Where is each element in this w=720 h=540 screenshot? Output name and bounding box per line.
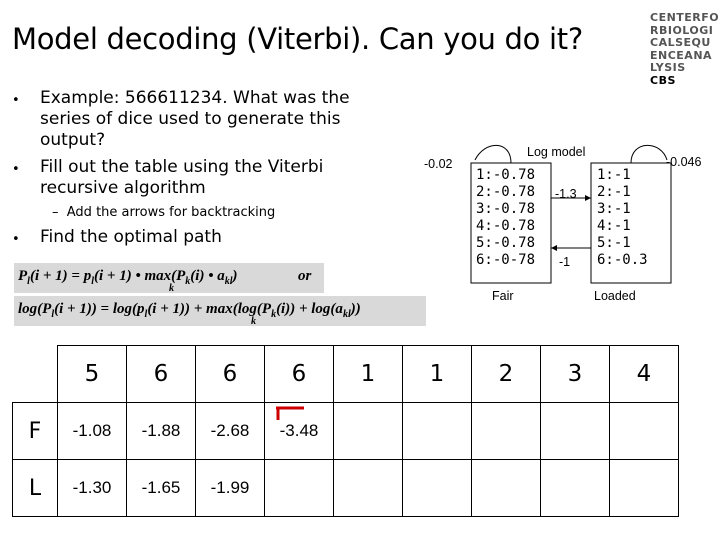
table-cell: -3.48 — [265, 403, 334, 460]
header-cell: 6 — [127, 346, 196, 403]
loaded-to-fair-value: -1 — [559, 255, 571, 269]
fair-to-loaded-value: -1.3 — [555, 187, 577, 201]
sub-bullet-arrows: – Add the arrows for backtracking — [52, 205, 276, 220]
bullet-optimal-path: • Find the optimal path — [12, 227, 222, 247]
table-cell — [265, 460, 334, 517]
loaded-self-loop — [631, 145, 667, 163]
bullet-example: • Example: 566611234. What was the series of dice used to generate this output? — [12, 88, 350, 150]
cbs-logo: CENTERFO RBIOLOGI CALSEQU ENCEANA LYSIS CBS — [650, 11, 720, 87]
fair-emissions: 1:-0.78 2:-0.78 3:-0.78 4:-0.78 5:-0.78 6:-0-78 — [476, 167, 536, 268]
formula-viterbi-product: $P_l(i + 1) = p_l(i + 1)$ • $\max(P_k(i)$ • $a_{kl}$) k or — [14, 263, 324, 293]
table-cell: -1.30 — [58, 460, 127, 517]
header-cell: 1 — [403, 346, 472, 403]
table-cell — [334, 403, 403, 460]
header-cell: 4 — [610, 346, 679, 403]
loaded-state-label: Loaded — [594, 289, 636, 303]
fair-state-label: Fair — [492, 289, 514, 303]
table-cell: -1.08 — [58, 403, 127, 460]
backtrack-arrow-icon — [270, 402, 310, 422]
table-cell — [334, 460, 403, 517]
table-cell: -1.88 — [127, 403, 196, 460]
table-cell — [610, 460, 679, 517]
header-cell: 2 — [472, 346, 541, 403]
row-label: F — [13, 403, 58, 460]
header-cell: 6 — [265, 346, 334, 403]
viterbi-table — [12, 345, 679, 517]
table-cell — [541, 403, 610, 460]
table-cell — [610, 403, 679, 460]
loaded-emissions: 1:-1 2:-1 3:-1 4:-1 5:-1 6:-0.3 — [597, 167, 648, 268]
table-cell — [403, 403, 472, 460]
table-cell — [472, 460, 541, 517]
row-label: L — [13, 460, 58, 517]
header-cell: 3 — [541, 346, 610, 403]
table-row-loaded — [13, 460, 679, 517]
table-cell: -1.99 — [196, 460, 265, 517]
table-cell — [541, 460, 610, 517]
table-cell: -2.68 — [196, 403, 265, 460]
header-cell: 6 — [196, 346, 265, 403]
table-cell — [472, 403, 541, 460]
page-title: Model decoding (Viterbi). Can you do it? — [12, 22, 583, 56]
log-model-title: Log model — [527, 145, 586, 159]
fair-self-loop — [475, 145, 511, 163]
table-row-fair — [13, 403, 679, 460]
table-cell: -1.65 — [127, 460, 196, 517]
header-cell: 1 — [334, 346, 403, 403]
fair-self-transition: -0.02 — [424, 157, 453, 171]
loaded-self-transition: -0.046 — [666, 155, 702, 169]
table-header-row — [13, 346, 679, 403]
header-cell: 5 — [58, 346, 127, 403]
bullet-fill-table: • Fill out the table using the Viterbi recursive algorithm — [12, 157, 324, 198]
formula-viterbi-log: $\log(P_l(i + 1)) = \log(p_l(i + 1)) + \max(\log(P_k(i)) + \log(a_{kl}))$ k — [14, 296, 426, 326]
table-cell — [403, 460, 472, 517]
